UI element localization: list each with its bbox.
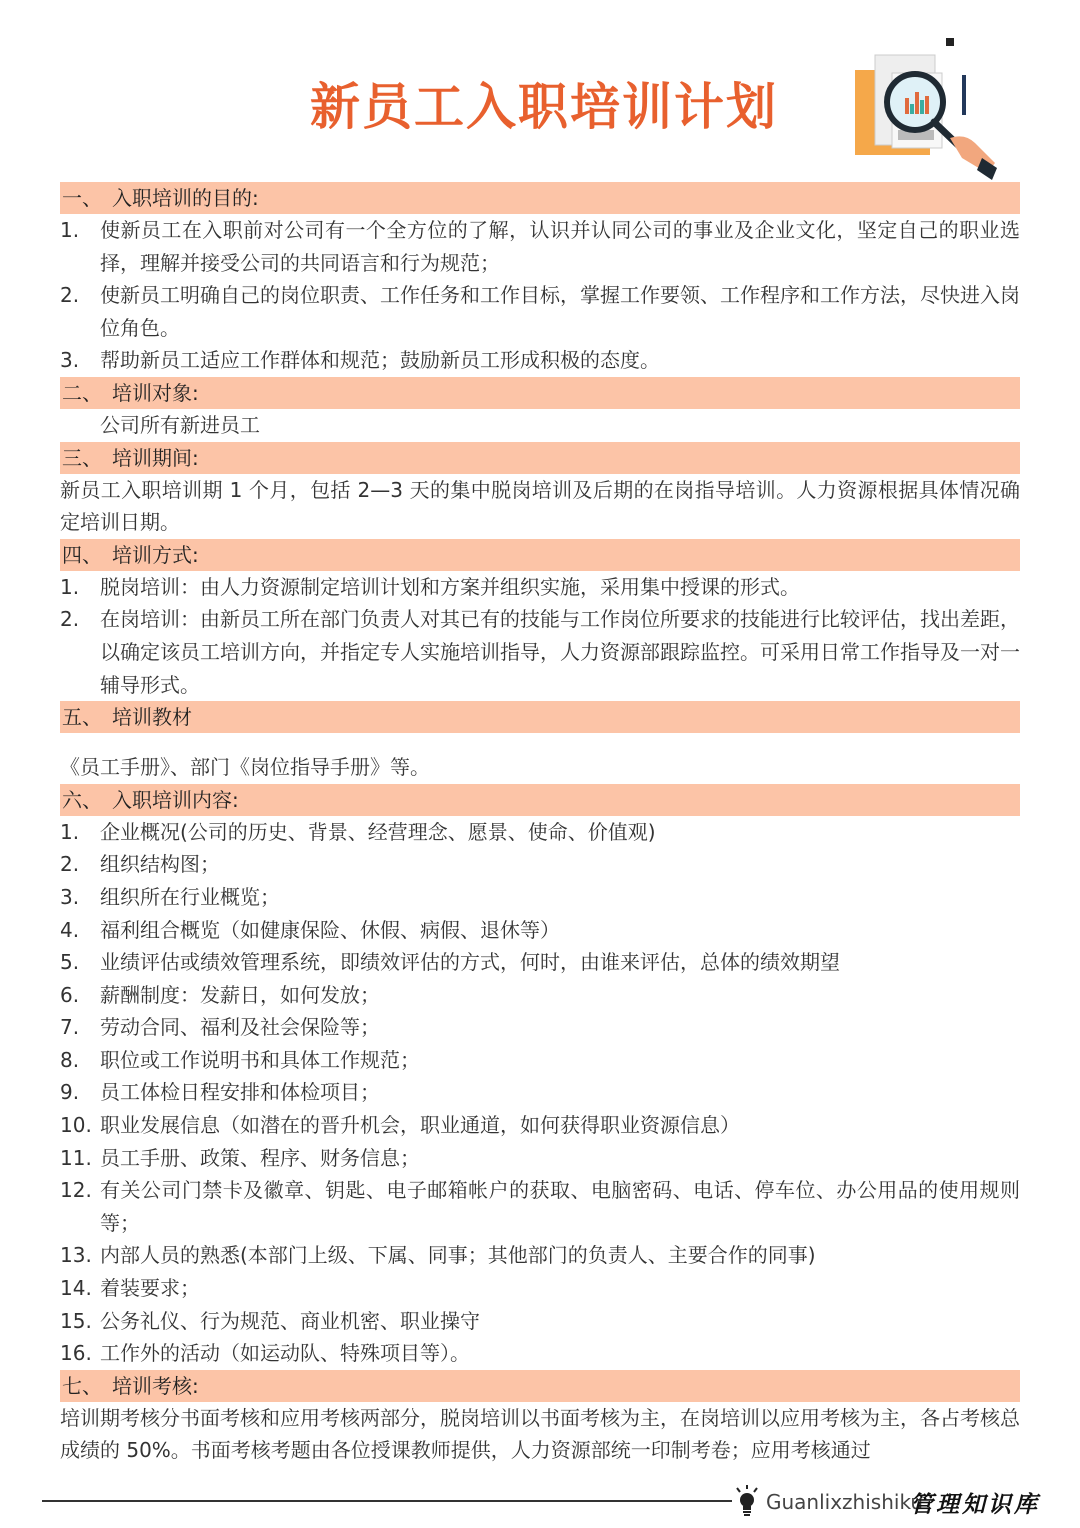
list-item <box>60 571 1020 604</box>
document-body <box>60 182 1020 1467</box>
list-text: 组织所在行业概览； <box>100 884 280 909</box>
list-number: 1. <box>60 574 80 599</box>
section-title: 培训教材 <box>112 705 192 730</box>
list-text: 内部人员的熟悉(本部门上级、下属、同事；其他部门的负责人、主要合作的同事) <box>100 1243 816 1268</box>
list-number: 1. <box>60 218 80 242</box>
list-number: 5. <box>60 950 80 975</box>
list-item <box>60 1142 1020 1175</box>
list-item <box>60 914 1020 947</box>
section-title: 入职培训内容: <box>112 787 239 812</box>
section-number: 五、 <box>62 705 102 730</box>
section-number: 三、 <box>62 445 102 470</box>
list-text: 业绩评估或绩效管理系统，即绩效评估的方式，何时，由谁来评估，总体的绩效期望 <box>100 950 840 975</box>
section-title: 培训方式: <box>112 542 199 567</box>
section-number: 四、 <box>62 542 102 567</box>
document-magnifier-illustration <box>850 30 1010 185</box>
list-text: 福利组合概览（如健康保险、休假、病假、退休等） <box>100 917 560 942</box>
section-title: 培训考核: <box>112 1373 199 1398</box>
section-heading-materials <box>60 701 1020 733</box>
list-text: 帮助新员工适应工作群体和规范；鼓励新员工形成积极的态度。 <box>100 348 660 373</box>
section-body: 公司所有新进员工 <box>100 412 260 437</box>
list-text: 使新员工明确自己的岗位职责、工作任务和工作目标，掌握工作要领、工作程序和工作方法，尽快进入岗位角色。 <box>100 283 1020 340</box>
list-item <box>60 603 1020 701</box>
section-heading-purpose <box>60 182 1020 214</box>
section-number: 二、 <box>62 380 102 405</box>
list-item <box>60 816 1020 849</box>
footer-divider <box>42 1500 732 1502</box>
list-number: 2. <box>60 283 80 308</box>
list-text: 工作外的活动（如运动队、特殊项目等）。 <box>100 1341 470 1366</box>
list-number: 2. <box>60 607 80 632</box>
list-text: 职位或工作说明书和具体工作规范； <box>100 1047 420 1072</box>
list-item <box>60 1011 1020 1044</box>
list-item <box>60 1044 1020 1077</box>
list-number: 1. <box>60 819 80 844</box>
list-item <box>60 946 1020 979</box>
list-text: 着装要求； <box>100 1276 200 1301</box>
list-item <box>60 979 1020 1012</box>
list-number: 9. <box>60 1080 80 1105</box>
list-text: 使新员工在入职前对公司有一个全方位的了解，认识并认同公司的事业及企业文化，坚定自己的职业选择，理解并接受公司的共同语言和行为规范； <box>100 218 1020 275</box>
list-text: 组织结构图； <box>100 852 220 877</box>
list-number: 3. <box>60 884 80 909</box>
list-item <box>60 881 1020 914</box>
list-item <box>60 1305 1020 1338</box>
section-body: 《员工手册》、部门《岗位指导手册》等。 <box>60 755 430 780</box>
section-heading-period <box>60 442 1020 474</box>
section-body: 新员工入职培训期 1 个月，包括 2—3 天的集中脱岗培训及后期的在岗指导培训。人力资源根据具体情况确定培训日期。 <box>60 477 1020 535</box>
list-number: 6. <box>60 982 80 1007</box>
list-text: 企业概况(公司的历史、背景、经营理念、愿景、使命、价值观) <box>100 819 656 844</box>
list-item <box>60 1337 1020 1370</box>
list-item <box>60 344 1020 377</box>
section-number: 六、 <box>62 787 102 812</box>
list-item <box>60 1272 1020 1305</box>
page-footer <box>42 1482 1042 1522</box>
section-heading-audience <box>60 377 1020 409</box>
section-title: 入职培训的目的: <box>112 186 259 210</box>
list-text: 在岗培训：由新员工所在部门负责人对其已有的技能与工作岗位所要求的技能进行比较评估，找出差距，以确定该员工培训方向，并指定专人实施培训指导，人力资源部跟踪监控。可采用日常工作指导及一对一辅导形式。 <box>100 607 1020 697</box>
section-body: 培训期考核分书面考核和应用考核两部分，脱岗培训以书面考核为主，在岗培训以应用考核为主，各占考核总成绩的 50%。书面考核考题由各位授课教师提供，人力资源部统一印制考卷；应用考核通过 <box>60 1405 1020 1463</box>
list-number: 3. <box>60 348 80 373</box>
page-title: 新员工入职培训计划 <box>310 77 778 136</box>
list-item <box>60 848 1020 881</box>
list-text: 劳动合同、福利及社会保险等； <box>100 1015 380 1040</box>
list-number: 2. <box>60 852 80 877</box>
list-item <box>60 1109 1020 1142</box>
list-number: 15. <box>60 1308 92 1333</box>
list-text: 有关公司门禁卡及徽章、钥匙、电子邮箱帐户的获取、电脑密码、电话、停车位、办公用品的使用规则等； <box>100 1178 1020 1235</box>
footer-brand-en: Guanlixzhishiku <box>766 1490 924 1514</box>
list-number: 13. <box>60 1243 92 1268</box>
section-number: 一、 <box>62 186 102 210</box>
list-number: 8. <box>60 1047 80 1072</box>
section-heading-content <box>60 784 1020 816</box>
list-item <box>60 214 1020 279</box>
list-text: 员工手册、政策、程序、财务信息； <box>100 1145 420 1170</box>
list-text: 公务礼仪、行为规范、商业机密、职业操守 <box>100 1308 480 1333</box>
list-text: 职业发展信息（如潜在的晋升机会，职业通道，如何获得职业资源信息） <box>100 1113 740 1138</box>
section-title: 培训对象: <box>112 380 199 405</box>
section-number: 七、 <box>62 1373 102 1398</box>
list-item <box>60 1076 1020 1109</box>
section-heading-assessment <box>60 1370 1020 1402</box>
list-number: 14. <box>60 1276 92 1301</box>
list-number: 4. <box>60 917 80 942</box>
section-title: 培训期间: <box>112 445 199 470</box>
section-heading-method <box>60 539 1020 571</box>
list-number: 11. <box>60 1145 92 1170</box>
list-item <box>60 279 1020 344</box>
list-text: 薪酬制度：发薪日，如何发放； <box>100 982 380 1007</box>
footer-brand-cn: 管理知识库 <box>910 1491 1040 1518</box>
list-item <box>60 1174 1020 1239</box>
list-text: 员工体检日程安排和体检项目； <box>100 1080 380 1105</box>
list-number: 7. <box>60 1015 80 1040</box>
list-item <box>60 1239 1020 1272</box>
list-text: 脱岗培训：由人力资源制定培训计划和方案并组织实施，采用集中授课的形式。 <box>100 574 800 599</box>
list-number: 12. <box>60 1178 92 1203</box>
list-number: 16. <box>60 1341 92 1366</box>
lightbulb-icon <box>732 1484 762 1520</box>
list-number: 10. <box>60 1113 92 1138</box>
